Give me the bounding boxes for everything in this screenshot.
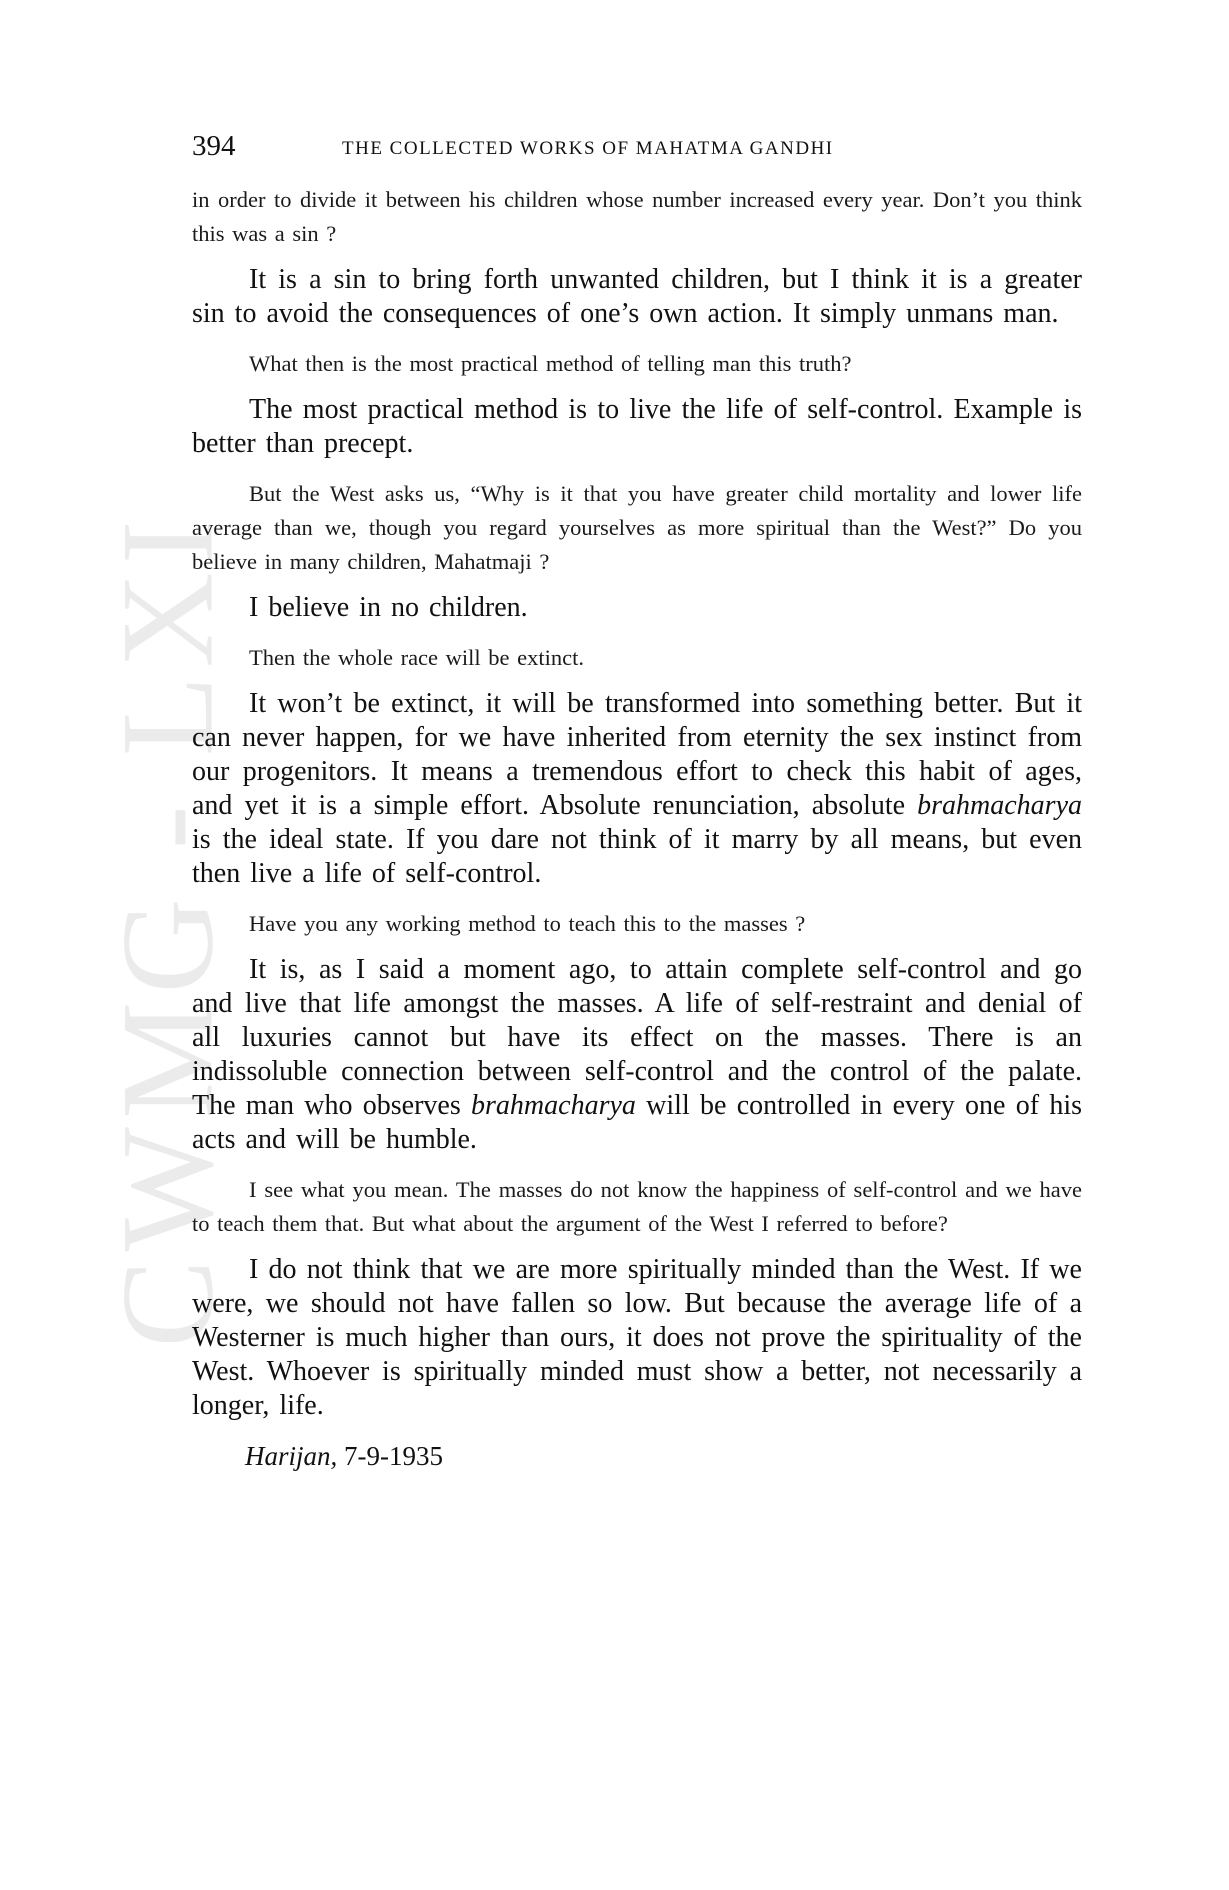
watermark-text: CWMG - LXI (93, 512, 241, 1348)
question-paragraph: Then the whole race will be extinct. (249, 645, 584, 670)
answer-paragraph: I believe in no children. (249, 592, 528, 623)
question-paragraph: But the West asks us, “Why is it that you have greater child mortality and lower life average than we, though you regard yourselves as more spiritual than the West?” Do you believe in many children, Mahatmaji ? (192, 481, 1082, 574)
question-paragraph: What then is the most practical method of telling man this truth? (249, 351, 852, 376)
running-head: THE COLLECTED WORKS OF MAHATMA GANDHI (342, 138, 834, 159)
answer-paragraph: The most practical method is to live the life of self-control. Example is better than precept. (192, 394, 1082, 459)
question-paragraph: in order to divide it between his children whose number increased every year. Don’t you think this was a sin ? (192, 187, 1082, 246)
source-publication: Harijan, (245, 1441, 338, 1471)
answer-paragraph: It won’t be extinct, it will be transformed into something better. But it can never happen, for we have inherited from eternity the sex instinct from our progenitors. It means a tremendous effort to check this habit of ages, and yet it is a simple effort. Absolute renunciation, absolute brahmacharya is the ideal state. If you dare not think of it marry by all means, but even then live a life of self-control. (192, 688, 1082, 889)
question-paragraph: I see what you mean. The masses do not know the happiness of self-control and we have to teach them that. But what about the argument of the West I referred to before? (192, 1177, 1082, 1236)
answer-paragraph: I do not think that we are more spiritually minded than the West. If we were, we should not have fallen so low. But because the average life of a Westerner is much higher than ours, it does not prove the spirituality of the West. Whoever is spiritually minded must show a better, not necessarily a longer, life. (192, 1254, 1082, 1421)
page-body (192, 183, 1082, 1473)
page-number: 394 (192, 130, 236, 162)
question-paragraph: Have you any working method to teach this to the masses ? (249, 911, 806, 936)
source-citation (245, 1439, 1082, 1473)
source-date: 7-9-1935 (344, 1441, 443, 1471)
answer-paragraph: It is, as I said a moment ago, to attain complete self-control and go and live that life amongst the masses. A life of self-restraint and denial of all luxuries cannot but have its effect on the masses. There is an indissoluble connection between self-control and the control of the palate. The man who observes brahmacharya will be controlled in every one of his acts and will be humble. (192, 954, 1082, 1155)
answer-paragraph: It is a sin to bring forth unwanted children, but I think it is a greater sin to avoid the consequences of one’s own action. It simply unmans man. (192, 264, 1082, 329)
italic-term: brahmacharya (471, 1090, 636, 1121)
italic-term: brahmacharya (917, 790, 1082, 821)
page-header (192, 130, 1082, 170)
